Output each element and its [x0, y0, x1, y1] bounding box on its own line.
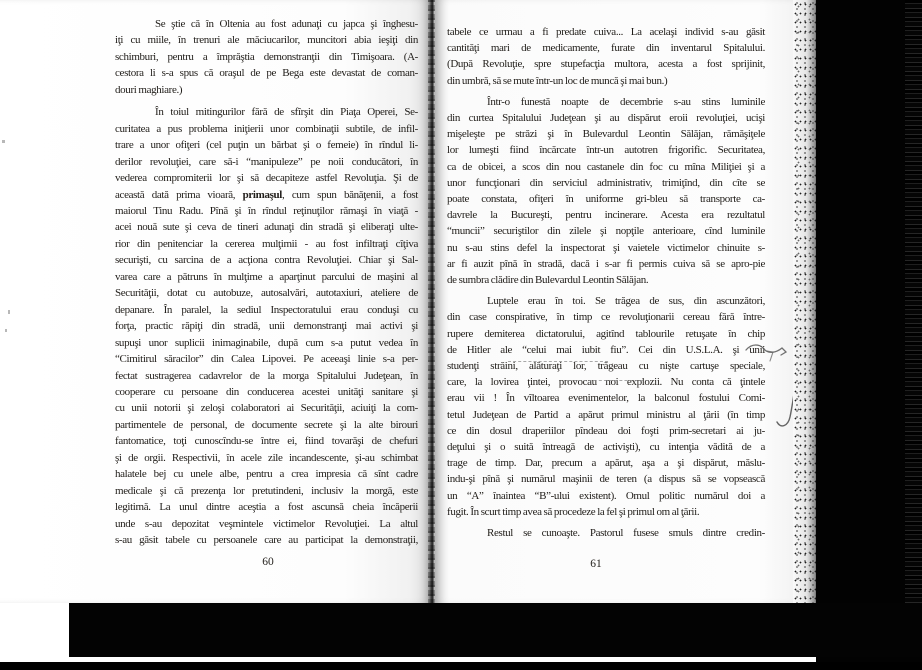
- text-line: fectat sustragerea cadavrelor de la morga Spitalului Judeţean, în: [115, 369, 418, 382]
- paragraph: [447, 525, 765, 541]
- text-line: douri maghiare.): [115, 83, 183, 96]
- text-line: tabele ce urmau a fi predate cuiva... La acelaşi individ s-au găsit: [447, 26, 765, 38]
- text-line: iţi cu miile, în trenuri ale măciucarilor, muncitori abia ieşiţi din: [115, 34, 418, 47]
- text-line: ce din dosul draperiilor pîndeau doi foşti prim-secretari ai ju-: [447, 424, 765, 437]
- scan-speck: [5, 329, 7, 332]
- text-line: partimentele de personal, de documente secrete şi la alte birouri: [115, 418, 418, 431]
- text-line: “Cimitirul săracilor” din Calea Lipovei. Pe aceeaşi linie s-a per-: [115, 353, 418, 366]
- text-line: trage de timp. Dar, precum a apărut, aşa a şi dispărut, măslu-: [447, 457, 765, 470]
- text-line: deţului şi o suită întreagă de activişti), cu intenţia vădită de a: [447, 441, 765, 454]
- text-line: studenţi străini, alăturaţi lor, trăgeau cu nişte cartuşe speciale,: [447, 360, 765, 373]
- text-line: erau vii ! În vîltoarea evenimentelor, la balconul fostului Comi-: [447, 392, 765, 405]
- scan-speck: [8, 310, 10, 314]
- text-line: forţa, practic răpiţi din stradă, unii demonstranţi mai activi şi: [115, 320, 418, 333]
- text-line: (După Revoluţie, spre stupefacţia multora, acesta a fost sprijinit,: [447, 58, 765, 71]
- text-line: rior din penitenciar la cererea mulţimii - au fost infiltraţi cîţiva: [115, 237, 418, 250]
- text-line: securişti, cu sarcina de a acţiona contra Revoluţiei. Chiar şi Sal-: [115, 254, 418, 267]
- text-line: din umbră, să se mute într-un loc de muncă şi mai bun.): [447, 74, 668, 87]
- text-line: un “A” înaintea “B”-ului existent). Omul politic numărul doi a: [447, 489, 765, 502]
- text-line: trare a unor ofiţeri (cel puţin un bărbat şi o femeie) în rîndul li-: [115, 139, 418, 152]
- text-line: varea care a pătruns în mulţime a aparţinut parcului de maşini al: [115, 270, 418, 283]
- text-line: legitimă. La unul dintre aceştia a fost ascunsă cheia încăperii: [115, 501, 418, 514]
- text-line: această dată prima vioară, primaşul, cum spun bănăţenii, a fost: [115, 188, 418, 201]
- text-line: tetul Judeţean de Partid a apărut primul ministru al ţării (în timp: [447, 408, 765, 421]
- text-line: nu s-au stins defel la inspectorat şi vaietele victimelor chinuite s-: [447, 241, 765, 254]
- scan-speck: [2, 140, 5, 143]
- page-stack-edge-texture: [905, 0, 922, 648]
- text-line: Într-o funestă noapte de decembrie s-au stins luminile: [487, 95, 765, 108]
- paragraph: [115, 104, 418, 548]
- text-line: Securităţii, dotat cu autobuze, autosalvări, autotaxiuri, ateliere de: [115, 287, 418, 300]
- paragraph: [447, 24, 765, 89]
- page-number-right: 61: [590, 558, 602, 570]
- text-line: fugit. În scurt timp avea să procedeze la fel şi primul om al ţării.: [447, 505, 700, 518]
- paragraph: [447, 293, 765, 520]
- page-number-left: 60: [262, 556, 274, 568]
- text-line: indu-şi pînă şi numărul maşinii de teren (a dispus să se vopsească: [447, 473, 765, 486]
- text-line: maiorul Tinu Radu. Pînă şi în rîndul reţinuţilor rămaşi în viaţă -: [115, 204, 418, 217]
- text-line: de sumbra clădire din Bulevardul Leontin Sălăjan.: [447, 274, 649, 287]
- scanner-bed-bottom-strip: [0, 662, 922, 670]
- text-line: curitatea a pus problema iniţierii unor combinaţii subtile, de infil-: [115, 122, 418, 135]
- page-fore-edge-texture: [793, 0, 818, 603]
- text-line: vederea compromiterii lor şi să decapiteze astfel Revoluţia. Şi de: [115, 172, 418, 185]
- right-page-text: [447, 24, 765, 541]
- text-line: ar fi auzit pînă în stradă, dacă i s-ar fi permis cuiva să se apro-pie: [447, 257, 765, 270]
- text-line: depanare. În paralel, la sediul Inspectoratului erau conduşi cu: [115, 303, 418, 316]
- text-line: Luptele erau în toi. Se trăgea de sus, din ascunzători,: [487, 295, 765, 308]
- text-line: poate constata, ofiţeri în uniforme gri-bleu să transporte ca-: [447, 193, 765, 206]
- text-line: ca de obicei, a scos din nou castanele din foc cu mîna Miliţiei şi a: [447, 160, 765, 173]
- paragraph: [447, 94, 765, 288]
- right-page: [435, 0, 795, 603]
- text-line: rupere demiterea dictatorului, agitînd tablourile retuşate în chip: [447, 327, 765, 340]
- text-line: În toiul mitingurilor fără de sfîrşit din Piaţa Operei, Se-: [155, 106, 418, 119]
- text-line: şi de orgii. Respectivii, în acele zile incandescente, şi-au schimbat: [115, 451, 418, 464]
- pencil-dash-underline: [568, 380, 648, 381]
- text-line: din case conspirative, în timp ce revoluţionarii cereau fără între-: [447, 311, 765, 324]
- left-page: [0, 0, 431, 603]
- text-line: care, la lovirea ţintei, provocau noi explozii. Nu conta că ţintele: [447, 376, 765, 389]
- text-line: unor funcţionari din serviciul administrativ, trimiţînd, din cîte se: [447, 176, 765, 189]
- text-line: davrele la Bucureşti, pentru incinerare. Acesta era rezultatul: [447, 209, 765, 222]
- scanner-bed-bottom: [69, 603, 922, 657]
- text-line: Se ştie că în Oltenia au fost adunaţi cu japca şi înghesu-: [155, 18, 418, 30]
- text-line: lor lumeşti fiind încărcate într-un autotren frigorific. Securitatea,: [447, 144, 765, 157]
- text-line: schimburi, pentru a împrăştia demonstranţii din Timişoara. (A-: [115, 50, 418, 63]
- text-line: mişeleşte pe străzi şi în Bulevardul Leontin Sălăjan, rămăşiţele: [447, 128, 765, 141]
- text-line: de Hitler ale “celui mai iubit fiu”. Cei din U.S.L.A. şi unii: [447, 343, 765, 356]
- text-line: Restul se cunoaşte. Pastorul fusese smuls dintre credin-: [487, 527, 765, 540]
- text-line: unde s-au depozitat veşmintele victimelor Revoluţiei. La altul: [115, 517, 418, 530]
- text-line: cooperare cu persoane din conducerea acestei unităţi sanitare şi: [115, 385, 418, 398]
- text-line: s-au găsit tabele cu persoanele care au participat la demonstraţii,: [115, 534, 418, 547]
- text-line: cestora li s-a spus că oraşul de pe Bega este devastat de coman-: [115, 67, 418, 80]
- left-page-text: [115, 16, 418, 549]
- text-line: “muncii” securiştilor din zilele şi nopţile anterioare, cînd luminile: [447, 225, 765, 238]
- text-line: acei nouă sute şi ceva de tineri adunaţi din stradă şi eliberaţi ulte-: [115, 221, 418, 234]
- paragraph: [115, 16, 418, 98]
- text-line: cu unii notorii şi zeloşi colaboratori ai Securităţii, aciuiţi la com-: [115, 402, 418, 415]
- text-line: fantomatice, toţi cunoscîndu-se între ei, fiind tovarăşi de chefuri: [115, 435, 418, 448]
- text-line: din curtea Spitalului Judeţean şi au dispărut eroii revoluţiei, ucişi: [447, 112, 765, 125]
- text-line: supuşi unor suplicii inimaginabile, după cum s-a putut vedea în: [115, 336, 418, 349]
- text-line: medicale şi că prezenţa lor pretutindeni, inclusiv la morgă, este: [115, 484, 418, 497]
- text-line: derilor revoluţiei, care să-i “manipuleze” pe noii conducători, în: [115, 155, 418, 168]
- text-line: cantităţi mari de medicamente, furate din inventarul Spitalului.: [447, 42, 765, 55]
- pencil-dash-underline: [508, 361, 608, 362]
- text-line: halatele bej cu unele albe, pentru a crea impresia că sînt cadre: [115, 468, 418, 481]
